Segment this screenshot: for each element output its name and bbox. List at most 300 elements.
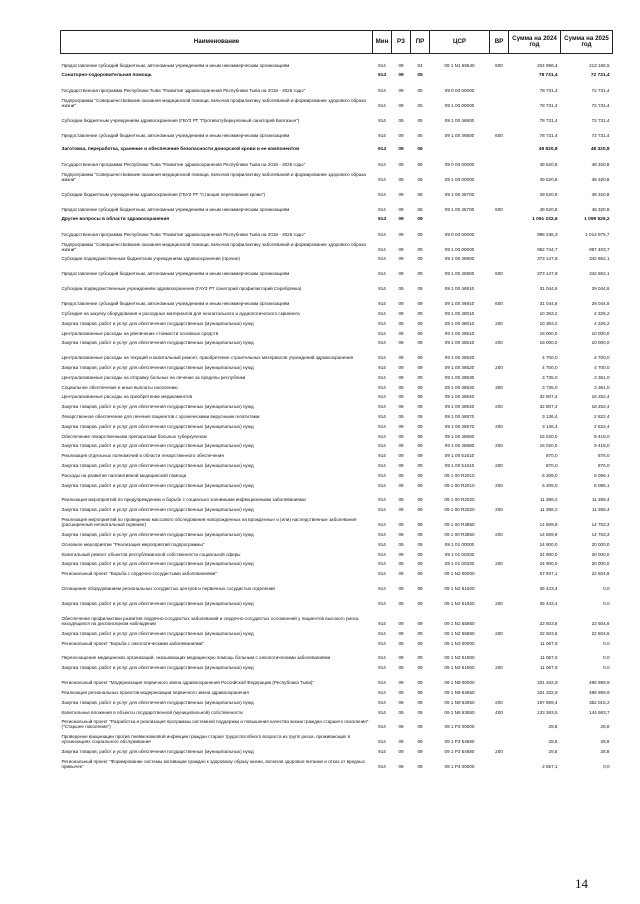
row-vr-cell [490, 252, 509, 262]
row-sum-2024-cell: 373 147,8 [537, 271, 558, 277]
row-vr-cell: 200 [495, 665, 503, 671]
row-sum-2025-cell: 0,0 [603, 586, 610, 591]
row-min-cell: 914 [378, 655, 386, 661]
row-vr-cell: 600 [495, 63, 503, 69]
row-rz-cell: 09 [398, 192, 404, 198]
table-row [61, 439, 613, 449]
row-vr-cell [490, 606, 509, 626]
row-min-cell: 914 [378, 364, 386, 370]
row-pr-cell: 09 [417, 413, 423, 419]
table-row [61, 153, 613, 168]
row-rz-cell: 09 [398, 689, 404, 695]
table-row [61, 212, 613, 222]
row-sum-2025-cell: 28,8 [600, 749, 610, 755]
row-vr-cell [490, 409, 509, 419]
row-vr-cell [490, 138, 509, 153]
row-vr-cell: 200 [495, 561, 503, 567]
row-rz-cell: 09 [398, 147, 404, 153]
row-vr-cell: 200 [495, 364, 503, 370]
row-min-cell: 914 [378, 330, 386, 336]
row-rz-cell: 09 [398, 472, 404, 478]
row-min-cell: 914 [378, 472, 386, 478]
table-row [61, 626, 613, 636]
row-min-cell: 914 [378, 630, 386, 636]
row-pr-cell: 09 [417, 689, 423, 695]
row-sum-2024-cell: 1 091 232,6 [532, 216, 558, 222]
row-sum-2024-cell: 32 807,4 [539, 394, 558, 400]
row-rz-cell: 09 [398, 724, 404, 730]
row-csr-cell: 09 1 00 48010 [444, 310, 475, 316]
row-csr-cell: 09 1 00 48520 [444, 355, 475, 361]
row-pr-cell: 09 [417, 394, 423, 400]
row-vr-cell [490, 754, 509, 769]
row-csr-cell: 09 1 00 51610 [444, 462, 475, 468]
row-sum-2024-cell: 3 735,0 [542, 384, 558, 390]
row-rz-cell: 09 [398, 216, 404, 222]
row-name-cell: Подпрограмма "Совершенствование оказания медицинской помощи, включая профилактику заболеваний и формирование здорового образа жизни" [61, 172, 366, 183]
row-csr-cell: 09 1 00 46900 [444, 271, 475, 277]
row-min-cell: 914 [378, 301, 386, 307]
row-csr-cell [430, 68, 490, 78]
row-sum-2024-cell: 11 368,2 [539, 497, 558, 503]
row-vr-cell [490, 108, 509, 123]
row-min-cell: 914 [378, 404, 386, 410]
row-rz-cell: 09 [398, 207, 404, 213]
row-min-cell: 914 [378, 231, 386, 237]
row-rz-cell: 09 [398, 320, 404, 326]
row-rz-cell: 09 [398, 63, 404, 69]
row-vr-cell: 200 [495, 600, 503, 606]
row-min-cell: 914 [378, 482, 386, 488]
header-sum-2024: Сумма на 2024 год [509, 31, 561, 54]
row-min-cell: 914 [378, 117, 386, 123]
row-pr-cell: 09 [417, 709, 423, 715]
row-min-cell: 914 [378, 433, 386, 439]
row-sum-2025-cell: 0,0 [603, 764, 610, 770]
row-pr-cell: 06 [417, 192, 423, 198]
row-name-cell: Проведение вакцинации против пневмококковой инфекции граждан старше трудоспособного возраста из групп риска, проживающих в организациях социального обслуживания [61, 734, 351, 745]
row-rz-cell: 09 [398, 310, 404, 316]
row-pr-cell: 09 [417, 330, 423, 336]
row-sum-2025-cell: 342 862,1 [589, 271, 610, 277]
row-vr-cell [490, 237, 509, 252]
row-sum-2025-cell: 876,0 [598, 453, 610, 459]
row-vr-cell [490, 370, 509, 380]
table-row [61, 744, 613, 754]
row-rz-cell: 09 [398, 256, 404, 262]
row-min-cell: 914 [378, 374, 386, 380]
row-sum-2024-cell: 49 520,8 [539, 207, 558, 213]
row-min-cell: 914 [378, 640, 386, 646]
table-row [61, 685, 613, 695]
row-name-cell: Закупка товаров, работ и услуг для обеспечения государственных (муниципальных) нужд [61, 600, 254, 606]
row-rz-cell: 09 [398, 522, 404, 528]
header-rz: РЗ [392, 31, 411, 54]
row-vr-cell: 600 [495, 132, 503, 138]
table-row [61, 646, 613, 661]
row-csr-cell: 09 1 00 R2010 [444, 482, 475, 488]
row-sum-2025-cell: 342 862,1 [589, 256, 610, 262]
row-min-cell: 914 [378, 462, 386, 468]
row-rz-cell: 09 [398, 355, 404, 361]
row-vr-cell: 200 [495, 404, 503, 410]
row-rz-cell: 09 [398, 301, 404, 307]
row-vr-cell: 200 [495, 507, 503, 513]
row-vr-cell [490, 715, 509, 730]
row-min-cell: 914 [378, 749, 386, 755]
row-min-cell: 914 [377, 147, 386, 153]
table-row [61, 478, 613, 488]
row-sum-2025-cell: 9 418,0 [594, 433, 610, 439]
row-sum-2025-cell: 29 044,6 [591, 286, 610, 292]
row-sum-2025-cell: 144 983,7 [589, 709, 610, 715]
row-min-cell: 914 [378, 286, 386, 292]
row-name-cell: Закупка товаров, работ и услуг для обеспечения государственных (муниципальных) нужд [61, 507, 254, 513]
table-row [61, 419, 613, 429]
row-csr-cell: 09 1 N9 53650 [444, 709, 475, 715]
row-min-cell: 914 [378, 689, 386, 695]
row-sum-2025-cell: 9 418,0 [594, 443, 610, 449]
row-rz-cell: 09 [398, 413, 404, 419]
row-csr-cell: 09 1 P4 00000 [444, 764, 475, 770]
row-pr-cell: 04 [417, 63, 423, 69]
table-row [61, 54, 613, 69]
row-csr-cell: 09 1 00 46600 [444, 117, 475, 123]
row-sum-2024-cell: 32 807,4 [539, 404, 558, 410]
row-pr-cell: 09 [417, 541, 423, 547]
row-min-cell: 914 [378, 177, 386, 183]
row-csr-cell: 09 1 00 48580 [444, 443, 475, 449]
row-sum-2024-cell: 6 209,0 [542, 472, 558, 478]
row-sum-2025-cell: 11 358,4 [591, 497, 610, 503]
row-pr-cell: 05 [417, 102, 423, 108]
row-sum-2025-cell: 4 700,0 [594, 355, 610, 361]
row-sum-2024-cell: 24 900,0 [539, 541, 558, 547]
row-vr-cell [490, 576, 509, 591]
row-sum-2024-cell: 11 368,2 [539, 507, 558, 513]
row-csr-cell: 09 1 00 48540 [444, 404, 475, 410]
row-csr-cell: 09 1 N2 51920 [444, 586, 475, 591]
row-name-cell: Централизованные расходы на приобретение медикаментов [61, 394, 193, 400]
table-row [61, 429, 613, 439]
row-vr-cell [490, 93, 509, 108]
row-vr-cell: 200 [495, 482, 503, 488]
row-csr-cell: 09 1 00 46910 [444, 301, 475, 307]
row-vr-cell [490, 212, 509, 222]
table-row [61, 336, 613, 346]
row-min-cell: 914 [378, 394, 386, 400]
row-vr-cell: 200 [495, 462, 503, 468]
row-name-cell: Предоставление субсидий бюджетным, автономным учреждениям и иным некоммерческим организациям [61, 132, 290, 138]
row-min-cell: 914 [378, 600, 386, 606]
row-sum-2024-cell: 16 020,0 [539, 443, 558, 449]
row-sum-2025-cell: 496 999,9 [589, 689, 610, 695]
row-pr-cell: 09 [417, 320, 423, 326]
row-name-cell: Государственная программа Республики Тыва "Развитие здравоохранения Республики Тыва на 2018 - 2025 годы" [61, 87, 306, 93]
row-csr-cell: 09 1 00 46900 [444, 256, 475, 262]
row-pr-cell: 09 [417, 531, 423, 537]
table-row [61, 93, 613, 108]
row-sum-2025-cell: 22 504,6 [591, 630, 610, 636]
row-sum-2025-cell: 10 000,0 [591, 330, 610, 336]
row-name-cell: Закупка товаров, работ и услуг для обеспечения государственных (муниципальных) нужд [61, 462, 254, 468]
row-pr-cell: 09 [417, 630, 423, 636]
row-csr-cell: 09 1 N9 53650 [444, 699, 475, 705]
row-rz-cell: 09 [398, 764, 404, 770]
row-min-cell: 914 [377, 216, 386, 222]
row-pr-cell: 05 [417, 132, 423, 138]
row-min-cell: 914 [378, 63, 386, 69]
row-csr-cell: 09 1 N1 55540 [444, 63, 475, 69]
row-sum-2025-cell: 876,0 [598, 462, 610, 468]
row-pr-cell: 09 [417, 462, 423, 468]
row-pr-cell: 09 [417, 680, 423, 686]
header-csr: ЦСР [430, 31, 490, 54]
row-sum-2025-cell: 48 320,8 [591, 207, 610, 213]
row-name-cell: Социальное обеспечение и иные выплаты населению [61, 384, 178, 390]
row-sum-2025-cell: 22 504,6 [591, 620, 610, 626]
table-row [61, 182, 613, 197]
row-sum-2024-cell: 3 136,4 [542, 423, 558, 429]
row-csr-cell: 09 1 N9 00000 [444, 680, 475, 686]
row-sum-2024-cell: 22 503,6 [539, 620, 558, 626]
row-rz-cell: 09 [398, 132, 404, 138]
row-name-cell: Обеспечение профилактики развития сердечно-сосудистых заболеваний и сердечно-сосудистых осложнений у пациентов высокого риска, находящихся на диспансерном наблюдении [61, 615, 360, 626]
row-vr-cell [490, 345, 509, 360]
row-sum-2024-cell: 35 443,4 [539, 600, 558, 606]
row-sum-2025-cell: 0,0 [603, 640, 610, 646]
row-pr-cell: 09 [417, 699, 423, 705]
row-rz-cell: 09 [398, 620, 404, 626]
row-sum-2025-cell: 4 326,2 [594, 310, 610, 316]
table-row [61, 705, 613, 715]
header-min: Мин [373, 31, 392, 54]
row-vr-cell: 200 [495, 531, 503, 537]
row-min-cell: 914 [378, 384, 386, 390]
table-row [61, 345, 613, 360]
row-min-cell: 914 [378, 665, 386, 671]
row-sum-2025-cell: 997 403,7 [589, 246, 610, 252]
table-row [61, 168, 613, 183]
row-pr-cell: 09 [417, 739, 423, 745]
row-rz-cell: 09 [398, 640, 404, 646]
row-min-cell: 914 [378, 764, 386, 770]
row-pr-cell: 09 [417, 472, 423, 478]
row-pr-cell: 09 [417, 231, 423, 237]
row-rz-cell: 09 [398, 739, 404, 745]
row-sum-2024-cell: 78 731,4 [539, 117, 558, 123]
row-vr-cell: 200 [495, 443, 503, 449]
table-row [61, 566, 613, 576]
row-pr-cell: 05 [417, 72, 423, 78]
row-sum-2025-cell: 29 044,6 [591, 301, 610, 307]
row-vr-cell [490, 730, 509, 745]
row-pr-cell: 09 [417, 364, 423, 370]
row-name-cell: Централизованные расходы на текущий и капитальный ремонт, приобретение строительных материалов учреждений здравоохранения [61, 355, 354, 361]
row-name-cell: Закупка товаров, работ и услуг для обеспечения государственных (муниципальных) нужд [61, 630, 254, 636]
row-sum-2025-cell: 48 320,8 [591, 192, 610, 198]
row-csr-cell [430, 138, 490, 153]
row-sum-2024-cell: 28,8 [548, 739, 558, 745]
row-vr-cell [490, 512, 509, 527]
row-name-cell: Оснащение оборудованием региональных сосудистых центров и первичных сосудистых отделений [61, 586, 275, 591]
row-min-cell: 914 [378, 699, 386, 705]
row-rz-cell: 09 [398, 482, 404, 488]
row-sum-2025-cell: 6 096,1 [594, 472, 610, 478]
table-row [61, 252, 613, 262]
row-vr-cell [490, 78, 509, 93]
row-vr-cell [490, 670, 509, 685]
row-name-cell: Обеспечение лекарственными препаратами больных туберкулезом [61, 433, 207, 439]
row-name-cell: Закупка товаров, работ и услуг для обеспечения государственных (муниципальных) нужд [61, 749, 254, 755]
row-rz-cell: 09 [398, 271, 404, 277]
row-vr-cell [490, 488, 509, 503]
row-csr-cell: 09 1 00 48570 [444, 423, 475, 429]
row-csr-cell: 09 1 P3 54680 [444, 739, 475, 745]
table-row [61, 449, 613, 459]
row-rz-cell: 09 [398, 586, 404, 591]
table-row [61, 527, 613, 537]
row-min-cell: 914 [378, 561, 386, 567]
row-rz-cell: 09 [398, 462, 404, 468]
row-csr-cell: 09 1 00 48540 [444, 394, 475, 400]
row-min-cell: 914 [378, 571, 386, 577]
row-sum-2025-cell: 3 361,0 [594, 384, 610, 390]
row-min-cell: 914 [378, 310, 386, 316]
row-pr-cell: 09 [417, 256, 423, 262]
row-sum-2025-cell: 11 358,4 [591, 507, 610, 513]
row-min-cell: 914 [378, 256, 386, 262]
row-name-cell: Реализация мероприятий по предупреждению и борьбе с социально значимыми инфекционными заболеваниями [61, 497, 306, 503]
row-csr-cell [430, 212, 490, 222]
table-row [61, 636, 613, 646]
row-name-cell: Закупка товаров, работ и услуг для обеспечения государственных (муниципальных) нужд [61, 340, 254, 346]
row-name-cell: Закупка товаров, работ и услуг для обеспечения государственных (муниципальных) нужд [61, 665, 254, 671]
row-pr-cell: 09 [417, 246, 423, 252]
row-sum-2024-cell: 78 731,4 [538, 72, 558, 78]
row-name-cell: Закупка товаров, работ и услуг для обеспечения государственных (муниципальных) нужд [61, 699, 254, 705]
row-csr-cell: 09 1 P3 54680 [444, 749, 475, 755]
row-pr-cell: 09 [417, 571, 423, 577]
row-name-cell: Санаторно-оздоровительная помощь [61, 72, 152, 78]
row-csr-cell: 09 1 00 46700 [444, 192, 475, 198]
table-row [61, 370, 613, 380]
row-csr-cell: 09 0 00 00000 [444, 87, 475, 93]
row-pr-cell: 09 [417, 522, 423, 528]
row-sum-2025-cell: 18 252,4 [591, 404, 610, 410]
row-sum-2025-cell: 352 016,2 [589, 699, 610, 705]
row-name-cell: Закупка товаров, работ и услуг для обеспечения государственных (муниципальных) нужд [61, 443, 254, 449]
row-vr-cell [490, 685, 509, 695]
row-sum-2025-cell: 213 196,5 [589, 63, 610, 69]
table-row [61, 390, 613, 400]
table-row [61, 606, 613, 626]
table-row [61, 730, 613, 745]
row-csr-cell: 09 1 00 48010 [444, 320, 475, 326]
row-sum-2025-cell: 22 504,6 [591, 571, 610, 577]
row-vr-cell [490, 68, 509, 78]
table-row [61, 197, 613, 212]
row-name-cell: Заготовка, переработка, хранение и обеспечение безопасности донорской крови и ее компонентов [61, 147, 300, 153]
row-csr-cell: 09 1 00 46600 [444, 132, 475, 138]
row-rz-cell: 09 [398, 364, 404, 370]
row-sum-2025-cell: 72 731,4 [590, 72, 610, 78]
row-csr-cell: 09 1 00 48580 [444, 433, 475, 439]
row-min-cell: 914 [378, 739, 386, 745]
row-vr-cell [490, 182, 509, 197]
row-name-cell: Лекарственное обеспечение для лечения пациентов с хроническими вирусными гепатитами [61, 413, 260, 419]
row-rz-cell: 09 [398, 404, 404, 410]
row-csr-cell: 09 1 N2 00000 [444, 571, 475, 577]
row-sum-2025-cell: 3 361,0 [594, 374, 610, 380]
row-sum-2024-cell: 78 731,4 [539, 87, 558, 93]
row-pr-cell: 09 [417, 355, 423, 361]
row-min-cell: 914 [378, 413, 386, 419]
table-row [61, 306, 613, 316]
row-csr-cell: 09 1 01 00330 [444, 551, 475, 557]
row-sum-2025-cell: 20 000,0 [591, 561, 610, 567]
row-rz-cell: 09 [398, 162, 404, 168]
row-pr-cell: 09 [417, 443, 423, 449]
row-sum-2025-cell: 18 252,4 [591, 394, 610, 400]
row-sum-2025-cell: 20 000,0 [591, 541, 610, 547]
row-sum-2025-cell: 28,8 [600, 739, 610, 745]
table-row [61, 276, 613, 291]
row-csr-cell: 09 1 00 48510 [444, 330, 475, 336]
table-row [61, 670, 613, 685]
row-sum-2024-cell: 3 735,0 [542, 374, 558, 380]
row-sum-2024-cell: 11 067,5 [539, 640, 558, 646]
row-pr-cell: 06 [417, 177, 423, 183]
row-csr-cell: 09 1 N9 53650 [444, 689, 475, 695]
table-row [61, 108, 613, 123]
row-rz-cell: 09 [398, 384, 404, 390]
row-name-cell: Предоставление субсидий бюджетным, автономным учреждениям и иным некоммерческим организациям [61, 271, 290, 277]
row-name-cell: Реализация региональных проектов модернизации первичного звена здравоохранения [61, 689, 249, 695]
table-row [61, 458, 613, 468]
row-min-cell: 914 [378, 522, 386, 528]
row-min-cell: 914 [378, 680, 386, 686]
row-pr-cell: 09 [417, 340, 423, 346]
row-min-cell: 914 [378, 102, 386, 108]
table-row [61, 237, 613, 252]
row-name-cell: Закупка товаров, работ и услуг для обеспечения государственных (муниципальных) нужд [61, 531, 254, 537]
row-sum-2024-cell: 952 744,7 [537, 246, 558, 252]
row-name-cell: Подпрограмма "Совершенствование оказания медицинской помощи, включая профилактику заболеваний и формирование здорового образа жизни" [61, 97, 366, 108]
budget-table [60, 30, 613, 769]
row-sum-2024-cell: 373 147,8 [537, 256, 558, 262]
row-sum-2024-cell: 331 332,9 [537, 680, 558, 686]
row-pr-cell: 09 [417, 561, 423, 567]
table-row [61, 360, 613, 370]
row-csr-cell: 09 1 01 00000 [444, 541, 475, 547]
row-name-cell: Государственная программа Республики Тыва "Развитие здравоохранения Республики Тыва на 2018 - 2025 годы" [61, 231, 306, 237]
row-pr-cell: 09 [417, 586, 423, 591]
row-rz-cell: 09 [398, 231, 404, 237]
row-sum-2024-cell: 204 996,4 [537, 63, 558, 69]
row-vr-cell [490, 566, 509, 576]
row-min-cell: 914 [378, 620, 386, 626]
row-pr-cell: 05 [417, 117, 423, 123]
row-sum-2024-cell: 28,8 [548, 749, 558, 755]
header-vr: ВР [490, 31, 509, 54]
row-pr-cell: 09 [417, 497, 423, 503]
row-sum-2025-cell: 4 700,0 [594, 364, 610, 370]
table-row [61, 715, 613, 730]
row-rz-cell: 09 [398, 600, 404, 606]
row-sum-2025-cell: 1 012 975,7 [585, 231, 610, 237]
row-rz-cell: 09 [398, 749, 404, 755]
